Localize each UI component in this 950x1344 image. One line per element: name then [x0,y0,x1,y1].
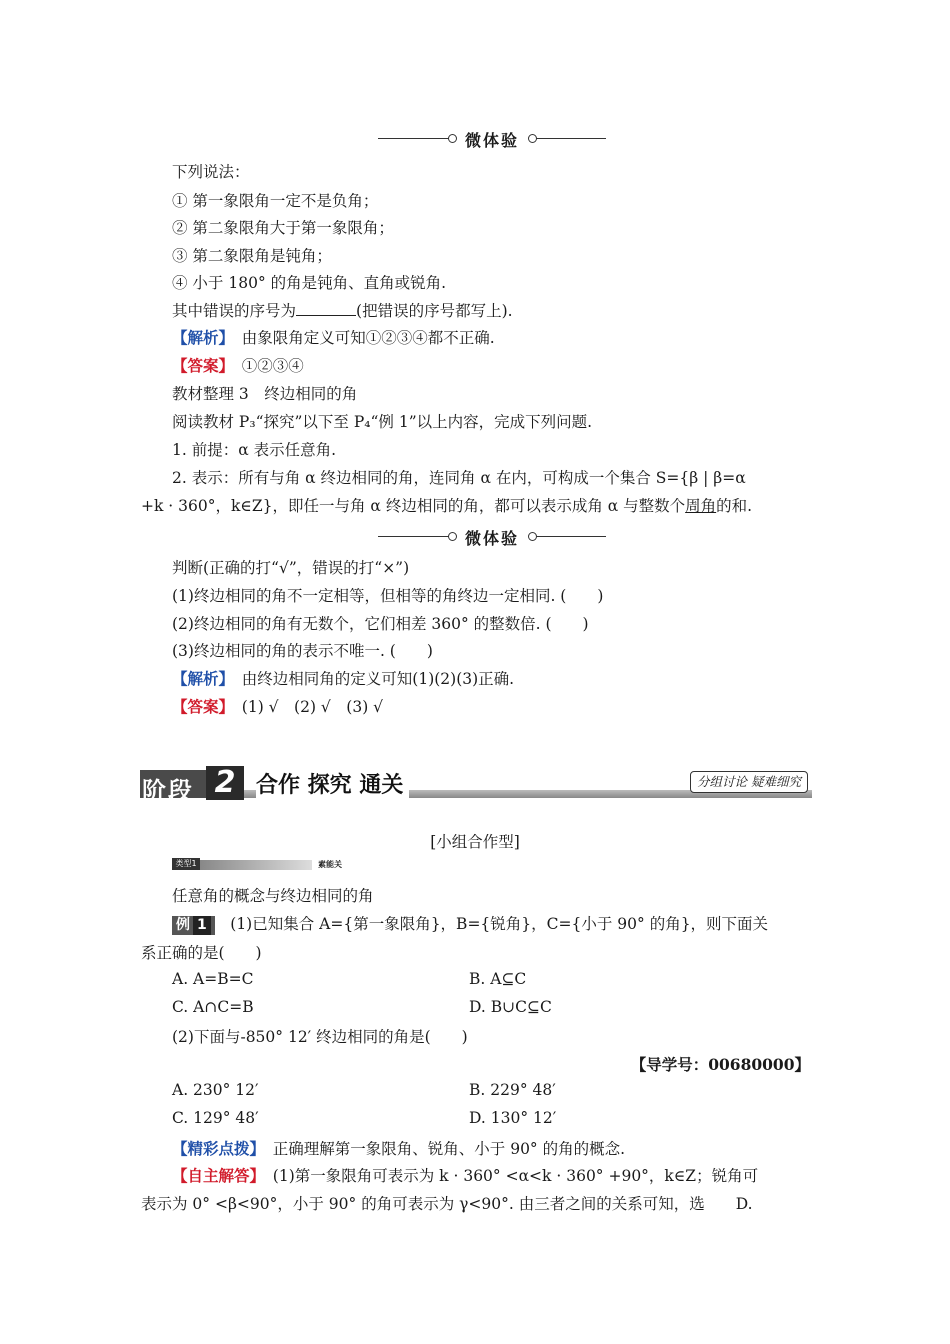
analysis-line-2: 【解析】 由终边相同角的定义可知(1)(2)(3)正确. [172,669,515,688]
analysis-label: 【解析】 [172,328,227,347]
option-q1-a: A. A=B=C [172,970,254,988]
option-q2-a: A. 230° 12′ [172,1081,259,1099]
analysis-line-1: 【解析】 由象限角定义可知①②③④都不正确. [172,328,495,347]
statement-3: ③ 第二象限角是钝角； [172,247,332,265]
answer-label: 【答案】 [172,697,227,716]
answer-label: 【答案】 [172,356,227,375]
solve-line-cont: 表示为 0° <β<90°，小于 90° 的角可表示为 γ<90°. 由三者之间的关系可知，选 D. [141,1195,753,1213]
solve-line: 【自主解答】 (1)第一象限角可表示为 k · 360° <α<k · 360° +90°，k∈Z；锐角可 [172,1166,759,1185]
hint-label: 【精彩点拨】 [172,1139,258,1158]
mini-experience-title: 微体验 [464,131,519,150]
stage-number: 2 [206,766,244,800]
judge-item-1: (1)终边相同的角不一定相等，但相等的角终边一定相同. ( ) [172,587,604,605]
judge-item-3: (3)终边相同的角的表示不唯一. ( ) [172,642,433,660]
type-bar [172,858,342,870]
guide-number: 【导学号：00680000】 [630,1055,810,1074]
topic-heading: 任意角的概念与终边相同的角 [172,887,374,905]
solve-label: 【自主解答】 [172,1166,258,1185]
stage-banner [140,765,812,805]
option-q1-c: C. A∩C=B [172,998,254,1016]
option-q2-c: C. 129° 48′ [172,1109,259,1127]
mini-experience-title: 微体验 [464,529,519,548]
example-question-2: (2)下面与-850° 12′ 终边相同的角是( ) [172,1028,468,1046]
example-line-1-cont: 系正确的是( ) [141,944,262,962]
type-bar-left: 类型1 [172,858,200,870]
analysis-label: 【解析】 [172,669,227,688]
group-title: [小组合作型] [430,833,520,851]
judge-intro: 判断(正确的打“√”，错误的打“×”) [172,559,410,577]
material-heading: 教材整理 3 终边相同的角 [172,385,358,403]
option-q1-d: D. B∪C⊆C [469,998,552,1016]
option-q2-d: D. 130° 12′ [469,1109,557,1127]
stage-tag: 分组讨论 疑难细究 [690,771,808,793]
judge-item-2: (2)终边相同的角有无数个，它们相差 360° 的整数倍. ( ) [172,615,589,633]
statement-1: ① 第一象限角一定不是负角； [172,192,379,210]
answer-line-1: 【答案】 ①②③④ [172,356,304,375]
type-bar-right: 素能关 [318,859,342,869]
material-read: 阅读教材 P₃“探究”以下至 P₄“例 1”以上内容，完成下列问题. [172,413,593,431]
answer-line-2: 【答案】 (1) √ (2) √ (3) √ [172,697,384,716]
mini-experience-header-1 [378,128,606,148]
material-representation: 2. 表示：所有与角 α 终边相同的角，连同角 α 在内，可构成一个集合 S={β | β=α [172,469,746,487]
material-representation-cont: +k · 360°，k∈Z}，即任一与角 α 终边相同的角，都可以表示成角 α 与整数个周角的和. [141,497,753,515]
question-line: 其中错误的序号为 (把错误的序号都写上). [172,302,513,320]
statement-4: ④ 小于 180° 的角是钝角、直角或锐角. [172,274,447,292]
option-q1-b: B. A⊆C [469,970,527,988]
mini-experience-header-2 [378,526,606,546]
stage-label: 阶段 [142,777,194,805]
type-bar-gradient [200,860,312,870]
example-icon: 例 1 [172,916,215,935]
example-line-1: 例 1 (1)已知集合 A={第一象限角}，B={锐角}，C={小于 90° 的角}，则下面关 [172,912,768,935]
stage-title: 合作 探究 通关 [256,768,409,799]
hint-line: 【精彩点拨】 正确理解第一象限角、锐角、小于 90° 的角的概念. [172,1139,626,1158]
material-premise: 1. 前提：α 表示任意角. [172,441,337,459]
option-q2-b: B. 229° 48′ [469,1081,556,1099]
answer-blank [296,301,356,316]
intro-text: 下列说法： [172,163,250,181]
statement-2: ② 第二象限角大于第一象限角； [172,219,394,237]
